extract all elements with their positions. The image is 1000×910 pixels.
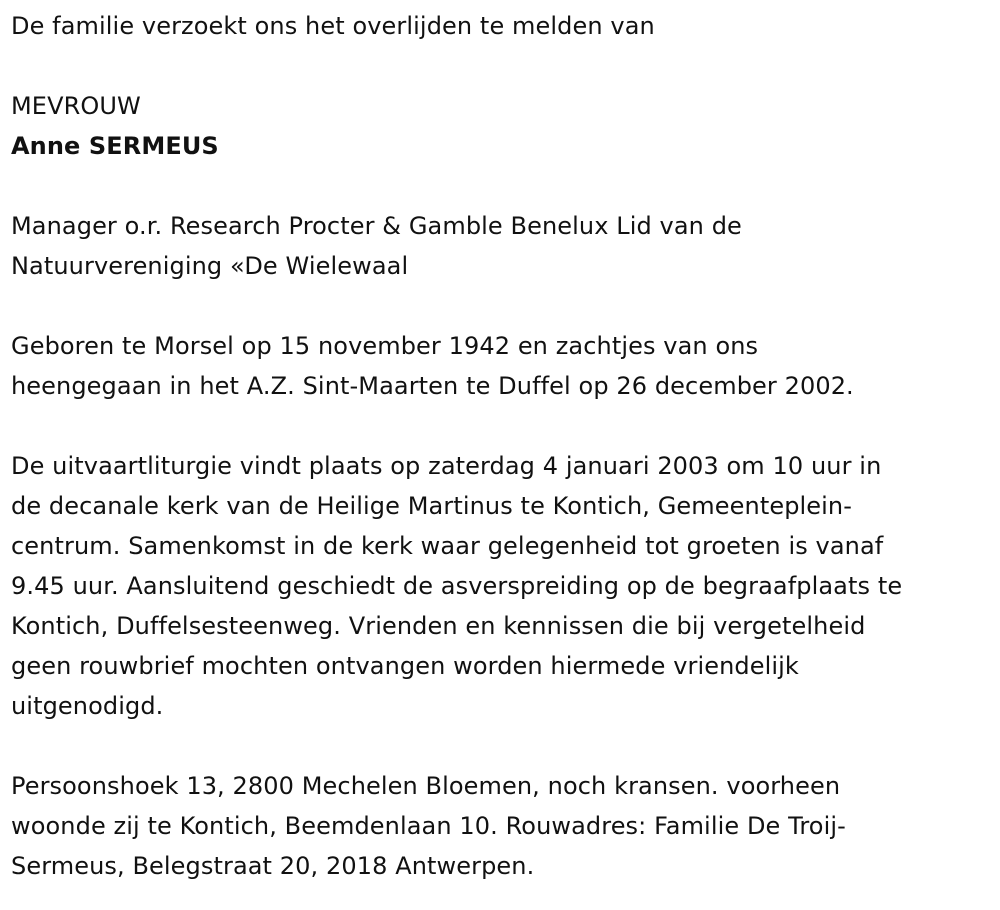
honorific: MEVROUW [11,92,141,120]
spacer [11,726,996,766]
paragraph-line: woonde zij te Kontich, Beemdenlaan 10. Rouwadres: Familie De Troij- [11,812,846,840]
deceased-name: Anne SERMEUS [11,132,219,160]
paragraph-line: Sermeus, Belegstraat 20, 2018 Antwerpen. [11,852,535,880]
paragraph-line: De uitvaartliturgie vindt plaats op zaterdag 4 januari 2003 om 10 uur in [11,452,882,480]
obituary-notice [11,6,996,886]
paragraph-line: de decanale kerk van de Heilige Martinus te Kontich, Gemeenteplein- [11,492,853,520]
paragraph-line: Manager o.r. Research Procter & Gamble Benelux Lid van de [11,212,742,240]
paragraph-line: Geboren te Morsel op 15 november 1942 en zachtjes van ons [11,332,759,360]
paragraph-line: geen rouwbrief mochten ontvangen worden hiermede vriendelijk [11,652,799,680]
spacer [11,46,996,86]
ceremony-paragraph [11,446,996,726]
paragraph-line: 9.45 uur. Aansluitend geschiedt de asverspreiding op de begraafplaats te [11,572,903,600]
address-paragraph [11,766,996,886]
paragraph-line: uitgenodigd. [11,692,164,720]
intro-text: De familie verzoekt ons het overlijden te melden van [11,12,655,40]
occupation-paragraph [11,206,996,286]
paragraph-line: centrum. Samenkomst in de kerk waar gelegenheid tot groeten is vanaf [11,532,884,560]
spacer [11,406,996,446]
birth-death-paragraph [11,326,996,406]
spacer [11,166,996,206]
paragraph-line: Kontich, Duffelsesteenweg. Vrienden en kennissen die bij vergetelheid [11,612,866,640]
paragraph-line: heengegaan in het A.Z. Sint-Maarten te Duffel op 26 december 2002. [11,372,854,400]
paragraph-line: Natuurvereniging «De Wielewaal [11,252,409,280]
paragraph-line: Persoonshoek 13, 2800 Mechelen Bloemen, noch kransen. voorheen [11,772,841,800]
spacer [11,286,996,326]
